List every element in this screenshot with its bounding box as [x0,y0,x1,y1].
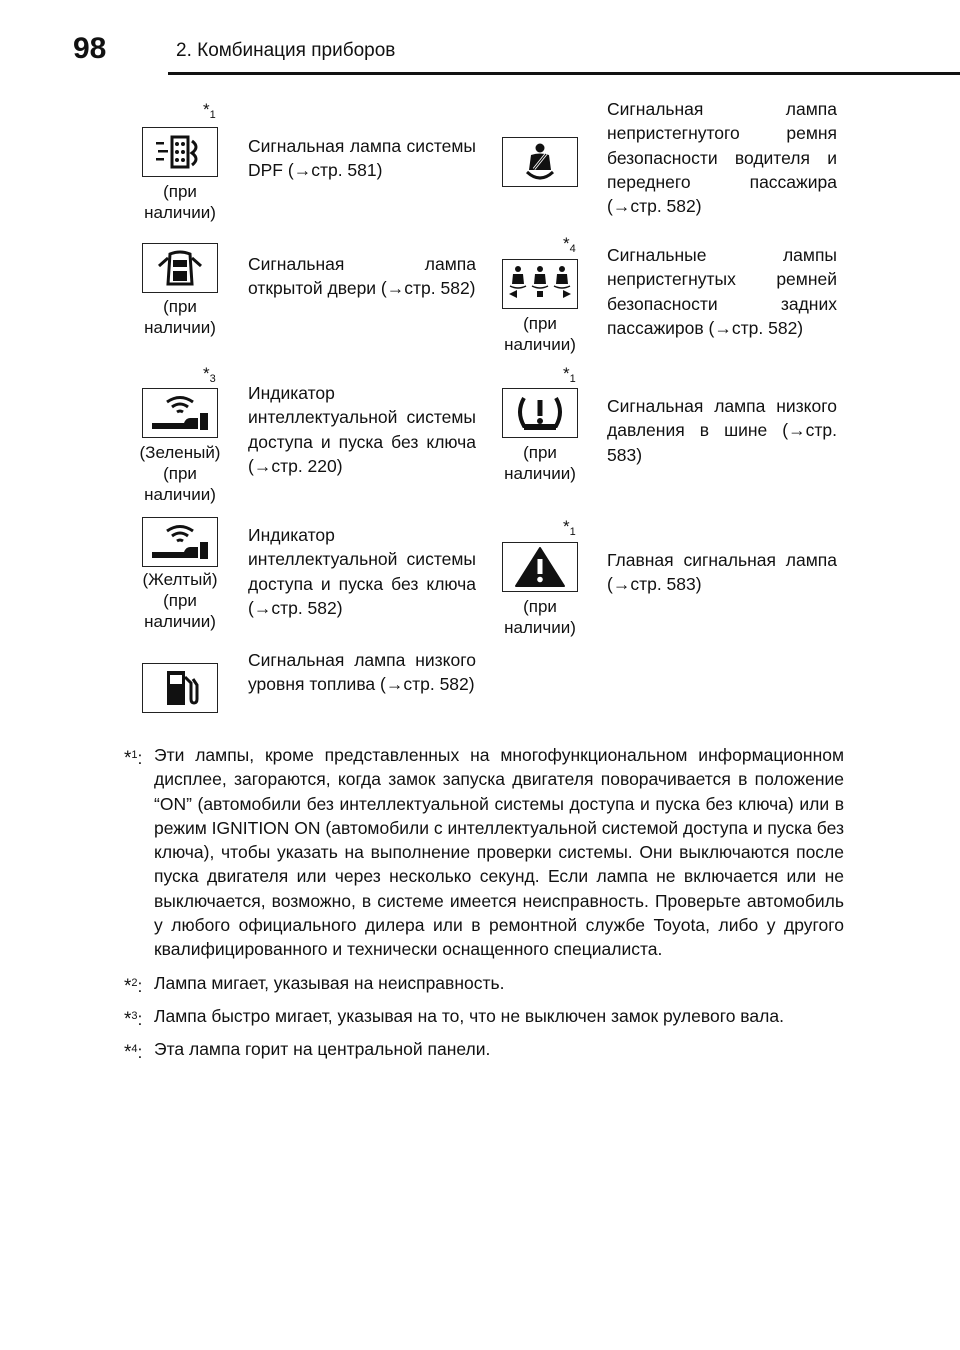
footnote-marker: $*_3$ [203,364,216,385]
dpf-icon-box [142,127,218,177]
footnote-marker: *$^1$: [124,748,143,769]
footnote-text: Эти лампы, кроме представленных на многофункциональном информационном дисплее, загораются, когда замок запуска двигателя поворачивается в положение “ON” (автомобили без интеллектуальной системы доступа и пуска без ключа) или в режим IGNITION ON (автомобили с интеллектуальной системой доступа и пуска без ключа), чтобы указать на выполнение проверки системы. Они выключаются после пуска двигателя или через несколько секунд. Если лампа не включается или не выключается, возможно, в системе имеется неисправность. Проверьте автомобиль у любого официального дилера или в ремонтной службе Toyota, либо у другого квалифицированного и технически оснащенного специалиста. [154,745,844,960]
master-warning-description: Главная сигнальная лампа (→стр. 583) [607,550,837,595]
tire-icon-box [502,388,578,438]
tire-description: Сигнальная лампа низкого давления в шине (→стр. 583) [607,396,837,465]
footnote-2 [124,971,844,995]
footnote-text: Лампа быстро мигает, указывая на то, что не выключен замок рулевого вала. [154,1005,784,1026]
footnote-marker: *$^3$: [124,1008,143,1030]
availability-note: (при наличии) [504,443,576,483]
availability-note: (при наличии) [504,597,576,637]
rear-seatbelt-icon-box [502,259,578,309]
door-icon-box [142,243,218,293]
footnote-text: Лампа мигает, указывая на неисправность. [154,972,505,993]
seatbelt-icon [512,142,568,182]
chapter-title: 2. Комбинация приборов [176,40,396,61]
availability-note: (Зеленый) (при наличии) [139,443,221,504]
footnote-marker: $*_1$ [203,100,216,121]
availability-note: (при наличии) [144,297,216,337]
seatbelt-rear-description: Сигнальные лампы непристегнутых ремней безопасности задних пассажиров (→стр. 582) [607,245,837,338]
rear-seatbelt-icon [505,264,575,304]
smart-key-yellow-description: Индикатор интеллектуальной системы доступа и пуска без ключа (→стр. 582) [248,525,476,618]
header-rule [168,72,960,75]
page-header [0,0,960,75]
footnote-4 [124,1037,844,1064]
smart-key-green-icon-box [142,388,218,438]
door-description: Сигнальная лампа открытой двери (→стр. 582) [248,254,476,299]
master-warning-icon-box [502,542,578,592]
tire-pressure-icon [510,392,570,434]
availability-note: (при наличии) [144,182,216,222]
page-number: 98 [73,32,107,65]
footnote-marker: *$^2$: [124,975,143,997]
footnote-1 [124,743,844,962]
fuel-pump-icon [155,667,205,709]
footnotes [124,743,844,1071]
master-warning-icon [512,546,568,588]
smart-key-icon [148,393,212,433]
footnote-text: Эта лампа горит на центральной панели. [154,1039,491,1060]
footnote-marker: *$^4$: [124,1042,143,1064]
footnote-marker: $*_4$ [563,234,576,255]
smart-key-icon [148,522,212,562]
fuel-description: Сигнальная лампа низкого уровня топлива (→стр. 582) [248,650,476,695]
footnote-marker: $*_1$ [563,517,576,538]
dpf-description: Сигнальная лампа системы DPF (→стр. 581) [248,136,476,181]
open-door-icon [155,248,205,288]
availability-note: (при наличии) [504,314,576,354]
seatbelt-front-description: Сигнальная лампа непристегнутого ремня безопасности водителя и переднего пассажира (→стр. 582) [607,99,837,217]
footnote-marker: $*_1$ [563,364,576,385]
footnote-3 [124,1004,844,1028]
smart-key-green-description: Индикатор интеллектуальной системы доступа и пуска без ключа (→стр. 220) [248,383,476,476]
availability-note: (Желтый) (при наличии) [142,570,218,631]
seatbelt-icon-box [502,137,578,187]
dpf-icon [152,133,208,171]
fuel-icon-box [142,663,218,713]
smart-key-yellow-icon-box [142,517,218,567]
